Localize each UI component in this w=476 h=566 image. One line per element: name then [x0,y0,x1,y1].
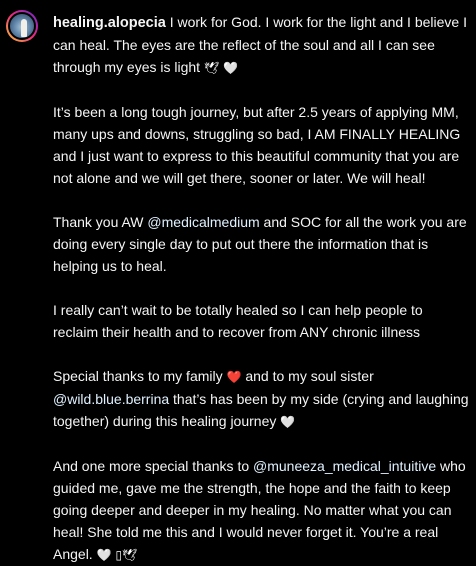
white-heart-emoji: 🤍 [280,415,296,429]
caption-paragraph [53,11,469,79]
mention-link[interactable]: @medicalmedium [147,214,260,230]
username-link[interactable]: healing.alopecia [53,15,166,31]
caption-text: And one more special thanks to [53,458,254,474]
dove-emoji: 🕊 [203,61,220,75]
caption-text: Special thanks to my family [53,368,227,384]
white-heart-emoji: 🤍 [223,61,239,75]
caption-text: and to my soul sister [241,368,374,384]
avatar-figure [21,19,27,37]
caption-text: and SOC for all the work you are doing every single day to put out there the information that is helping us to heal. [53,214,467,274]
caption-text: It’s been a long tough journey, but after 2.5 years of applying MM, many ups and downs, struggling so bad, I AM FINALLY HEALING and I just want to express to this beautiful community that you are not alone and we will get there, sooner or later. We will heal! [53,104,461,186]
caption-paragraph [53,299,469,343]
red-heart-emoji: ❤️ [226,370,242,384]
mention-link[interactable]: @muneeza_medical_intuitive [253,458,437,474]
caption-text: I work for God. I work for the light and I believe I can heal. The eyes are the reflect of the soul and all I can see through my eyes is light [53,14,467,75]
caption-paragraph [53,101,469,189]
caption-text: that’s has been by my side (crying and laughing together) during this healing journey [53,391,469,429]
caption-text: Thank you AW [53,214,148,230]
caption-text: I really can’t wait to be totally healed so I can help people to reclaim their health and to recover from ANY chronic illness [53,302,423,340]
caption-paragraph [53,211,469,277]
white-heart-emoji: 🤍 [96,548,112,562]
caption-text: who guided me, gave me the strength, the hope and the faith to keep going deeper and deeper in my healing. No matter what you can heal! She told me this and I would never forget it. You’re a real Angel. [53,458,466,562]
avatar-image [8,12,36,40]
caption-paragraph [53,365,469,433]
caption-paragraph [53,455,469,566]
avatar[interactable] [6,10,38,42]
caption [53,11,469,566]
dove-emoji: 🕊 [122,548,138,562]
mention-link[interactable]: @wild.blue.berrina [53,391,170,407]
missing-glyph-emoji: ▯ [115,548,123,562]
